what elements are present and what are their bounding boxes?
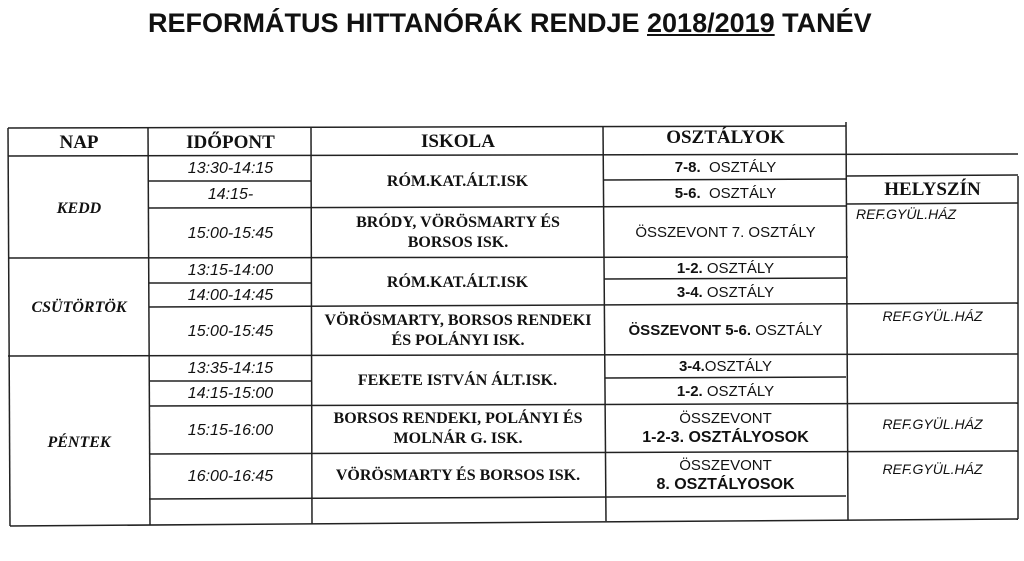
header-day: NAP (59, 131, 99, 153)
title-suffix: TANÉV (782, 8, 872, 38)
time-slot: 14:15-15:00 (187, 385, 274, 402)
title-main: REFORMÁTUS HITTANÓRÁK RENDJE (148, 8, 640, 38)
time-slot: 15:15-16:00 (187, 421, 274, 439)
class-cell: ÖSSZEVONT 1-2-3. OSZTÁLYOSOK (642, 410, 809, 446)
header-classes: OSZTÁLYOK (666, 126, 785, 148)
class-cell: 3-4. OSZTÁLY (676, 283, 775, 301)
time-slot: 15:00-15:45 (187, 323, 274, 340)
day-pentek: PÉNTEK (47, 434, 111, 451)
class-cell: 5-6. OSZTÁLY (674, 184, 777, 202)
class-cell: 3-4. OSZTÁLY (678, 357, 773, 375)
time-slot: 13:35-14:15 (187, 360, 274, 377)
header-school: ISKOLA (421, 130, 495, 152)
class-cell: 1-2. OSZTÁLY (676, 382, 775, 400)
time-slot: 15:00-15:45 (187, 224, 274, 242)
time-slot: 14:00-14:45 (187, 286, 274, 304)
day-kedd: KEDD (56, 200, 102, 217)
time-slot: 13:30-14:15 (187, 160, 274, 177)
school-cell: VÖRÖSMARTY ÉS BORSOS ISK. (335, 467, 581, 484)
header-location: HELYSZÍN (884, 179, 981, 200)
day-csutortok: CSÜTÖRTÖK (31, 299, 127, 316)
location-cell: REF.GYÜL.HÁZ (856, 206, 957, 222)
location-cell: REF.GYÜL.HÁZ (882, 461, 983, 477)
time-slot: 16:00-16:45 (187, 468, 274, 485)
header-time: IDŐPONT (186, 131, 275, 153)
location-cell: REF.GYÜL.HÁZ (882, 308, 983, 324)
school-cell: RÓM.KAT.ÁLT.ISK (386, 273, 529, 291)
school-cell: BORSOS RENDEKI, POLÁNYI ÉS MOLNÁR G. ISK. (333, 410, 583, 447)
grid-line-left (8, 128, 10, 526)
class-cell: 1-2. OSZTÁLY (676, 260, 775, 277)
school-cell: BRÓDY, VÖRÖSMARTY ÉS BORSOS ISK. (356, 214, 560, 251)
location-cell: REF.GYÜL.HÁZ (882, 416, 983, 432)
school-cell: VÖRÖSMARTY, BORSOS RENDEKI ÉS POLÁNYI ISK. (324, 312, 592, 349)
class-cell: ÖSSZEVONT 8. OSZTÁLYOSOK (656, 457, 795, 493)
school-cell: FEKETE ISTVÁN ÁLT.ISK. (357, 372, 558, 389)
class-cell: 7-8. OSZTÁLY (674, 158, 777, 176)
class-cell: ÖSSZEVONT 5-6. OSZTÁLY (628, 321, 823, 339)
class-cell: ÖSSZEVONT 7. OSZTÁLY (635, 223, 816, 241)
time-slot: 14:15- (207, 186, 254, 203)
title-year: 2018/2019 (647, 8, 775, 38)
time-slot: 13:15-14:00 (187, 262, 274, 279)
school-cell: RÓM.KAT.ÁLT.ISK (386, 173, 529, 190)
grid-line-bottom (10, 519, 1018, 526)
